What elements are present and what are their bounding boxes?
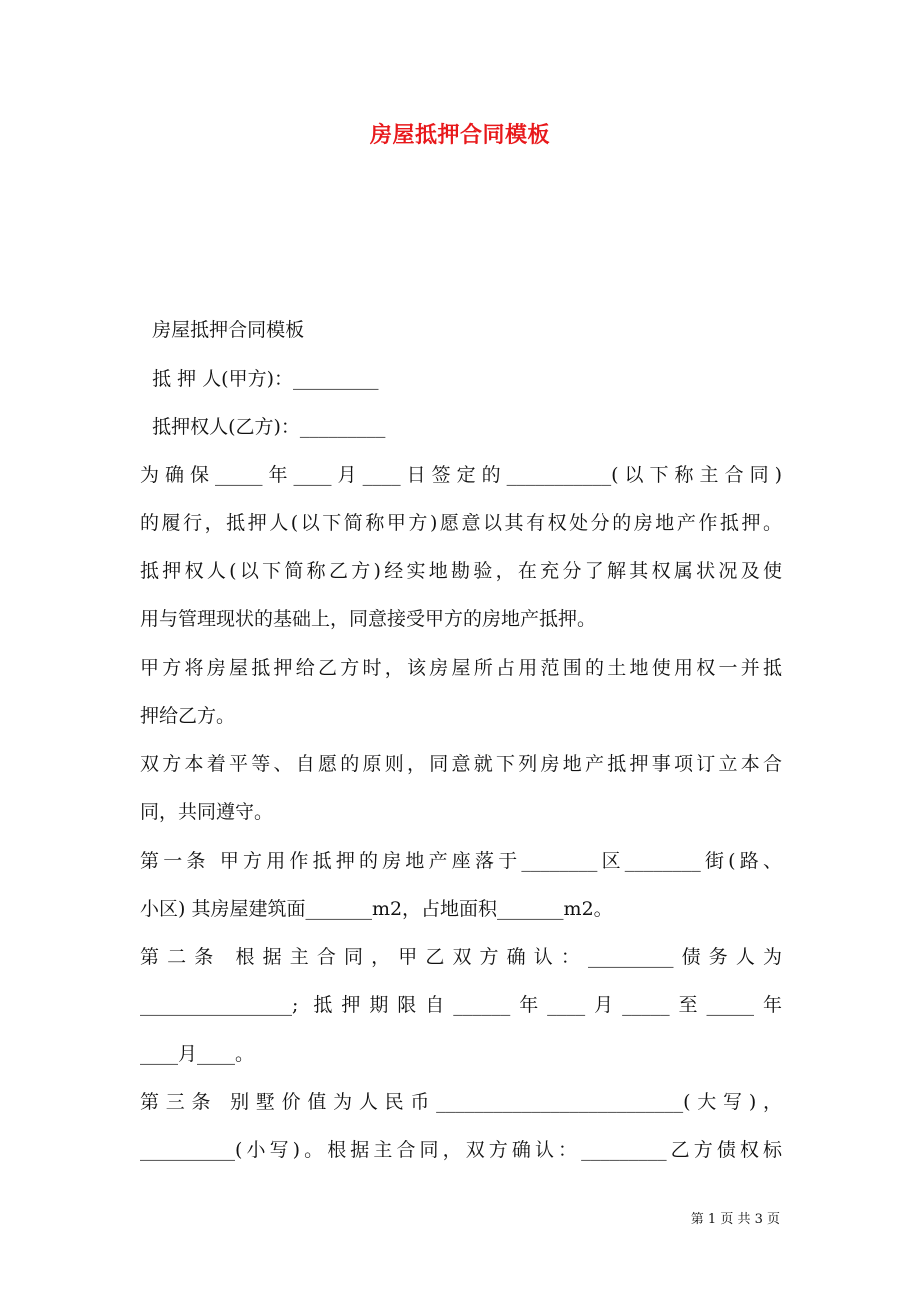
paragraph-line: 用与管理现状的基础上，同意接受甲方的房地产抵押。 <box>140 608 597 630</box>
article-3-line: __________(小写)。根据主合同，双方确认：_________乙方债权标 <box>140 1139 782 1161</box>
paragraph-line: 双方本着平等、自愿的原则，同意就下列房地产抵押事项订立本合 <box>140 753 782 775</box>
page-footer: 第 1 页 共 3 页 <box>690 1212 780 1227</box>
page-title: 房屋抵押合同模板 <box>369 122 550 148</box>
paragraph-line: 抵押权人(以下简称乙方)经实地勘验，在充分了解其权属状况及使 <box>140 560 782 582</box>
paragraph-line: 同，共同遵守。 <box>140 801 274 823</box>
article-1-line: 小区) 其房屋建筑面_______m2，占地面积_______m2。 <box>140 898 613 920</box>
paragraph-line: 的履行，抵押人(以下简称甲方)愿意以其有权处分的房地产作抵押。 <box>140 512 782 534</box>
article-3-line: 第三条 别墅价值为人民币__________________________(大写)， <box>140 1091 782 1113</box>
mortgagee-line: 抵押权人(乙方)：_________ <box>140 416 386 438</box>
subtitle-line: 房屋抵押合同模板 <box>140 319 305 341</box>
article-2-line: 第二条 根据主合同，甲乙双方确认：_________债务人为 <box>140 946 782 968</box>
article-2-line: ________________; 抵押期限自______年____月_____至_____年 <box>140 994 782 1016</box>
article-1-line: 第一条 甲方用作抵押的房地产座落于________区________街(路、 <box>140 850 782 872</box>
mortgagor-line: 抵 押 人(甲方)：_________ <box>140 368 379 390</box>
article-2-line: ____月____。 <box>140 1043 255 1065</box>
paragraph-line: 甲方将房屋抵押给乙方时，该房屋所占用范围的土地使用权一并抵 <box>140 657 782 679</box>
paragraph-line: 为确保_____年____月____日签定的___________(以下称主合同) <box>140 464 782 486</box>
paragraph-line: 押给乙方。 <box>140 705 236 727</box>
